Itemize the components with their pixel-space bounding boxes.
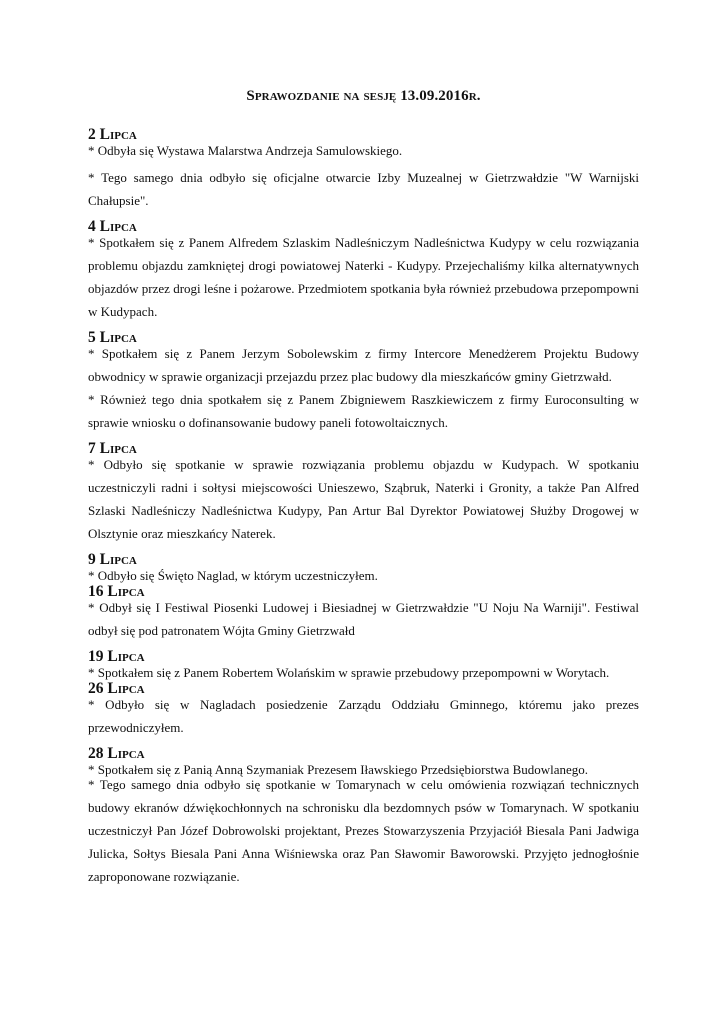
section-date: 7 Lipca <box>88 440 137 457</box>
section-date: 4 Lipca <box>88 218 137 235</box>
section-date: 2 Lipca <box>88 126 137 143</box>
section-date: 9 Lipca <box>88 551 137 568</box>
paragraph: * Odbył się I Festiwal Piosenki Ludowej i Biesiadnej w Gietrzwałdzie "U Noju Na Warniji". Festiwal odbył się pod patronatem Wójta Gminy Gietrzwałd <box>88 600 639 638</box>
paragraph: * Odbyło się w Nagladach posiedzenie Zarządu Oddziału Gminnego, któremu jako prezes przewodniczyłem. <box>88 697 639 735</box>
section-date: 28 Lipca <box>88 745 145 762</box>
section-26-lipca <box>88 680 639 739</box>
section-date: 19 Lipca <box>88 648 145 665</box>
section-28-lipca <box>88 745 639 888</box>
paragraph: * Spotkałem się z Panem Robertem Wolańskim w sprawie przebudowy przepompowni w Worytach. <box>88 665 610 680</box>
section-date: 26 Lipca <box>88 680 145 697</box>
paragraph: * Odbyła się Wystawa Malarstwa Andrzeja Samulowskiego. <box>88 143 403 158</box>
section-16-lipca <box>88 583 639 642</box>
paragraph: * Spotkałem się z Panem Jerzym Sobolewskim z firmy Intercore Menedżerem Projektu Budowy obwodnicy w sprawie organizacji przejazdu przez plac budowy dla mieszkańców gminy Gietrzwałd. <box>88 346 639 384</box>
section-9-lipca <box>88 551 639 583</box>
paragraph: * Również tego dnia spotkałem się z Panem Zbigniewem Raszkiewiczem z firmy Euroconsulting w sprawie wniosku o dofinansowanie budowy paneli fotowoltaicznych. <box>88 392 639 430</box>
paragraph: * Tego samego dnia odbyło się oficjalne otwarcie Izby Muzealnej w Gietrzwałdzie "W Warnijski Chałupsie". <box>88 170 639 208</box>
document-page <box>88 88 639 894</box>
paragraph: * Spotkałem się z Panem Alfredem Szlaskim Nadleśniczym Nadleśnictwa Kudypy w celu rozwiązania problemu objazdu zamkniętej drogi powiatowej Naterki - Kudypy. Przejechaliśmy kilka alternatywnych objazdów przez drogi leśne i pożarowe. Przedmiotem spotkania była również przebudowa przepompowni w Kudypach. <box>88 235 639 319</box>
section-2-lipca <box>88 126 639 212</box>
paragraph: * Tego samego dnia odbyło się spotkanie w Tomarynach w celu omówienia rozwiązań technicznych budowy ekranów dźwiękochłonnych na schronisku dla bezdomnych psów w Tomarynach. W spotkaniu uczestniczył Pan Józef Dobrowolski projektant, Prezes Stowarzyszenia Przyjaciół Biesala Pani Jadwiga Julicka, Sołtys Biesala Pani Anna Wiśniewska oraz Pan Sławomir Baworowski. Przyjęto jednogłośnie zaproponowane rozwiązanie. <box>88 777 639 884</box>
paragraph: * Odbyło się spotkanie w sprawie rozwiązania problemu objazdu w Kudypach. W spotkaniu uczestniczyli radni i sołtysi miejscowości Unieszewo, Sząbruk, Naterki i Gronity, a także Pan Alfred Szlaski Nadleśniczy Nadleśnictwa Kudypy, Pan Artur Bal Dyrektor Powiatowej Służby Drogowej w Olsztynie oraz mieszkańcy Naterek. <box>88 457 639 541</box>
paragraph: * Odbyło się Święto Naglad, w którym uczestniczyłem. <box>88 568 378 583</box>
paragraph: * Spotkałem się z Panią Anną Szymaniak Prezesem Iławskiego Przedsiębiorstwa Budowlanego. <box>88 762 589 777</box>
section-date: 5 Lipca <box>88 329 137 346</box>
section-19-lipca <box>88 648 639 680</box>
section-7-lipca <box>88 440 639 545</box>
section-5-lipca <box>88 329 639 434</box>
section-date: 16 Lipca <box>88 583 145 600</box>
document-title: Sprawozdanie na sesję 13.09.2016r. <box>246 88 481 104</box>
section-4-lipca <box>88 218 639 323</box>
